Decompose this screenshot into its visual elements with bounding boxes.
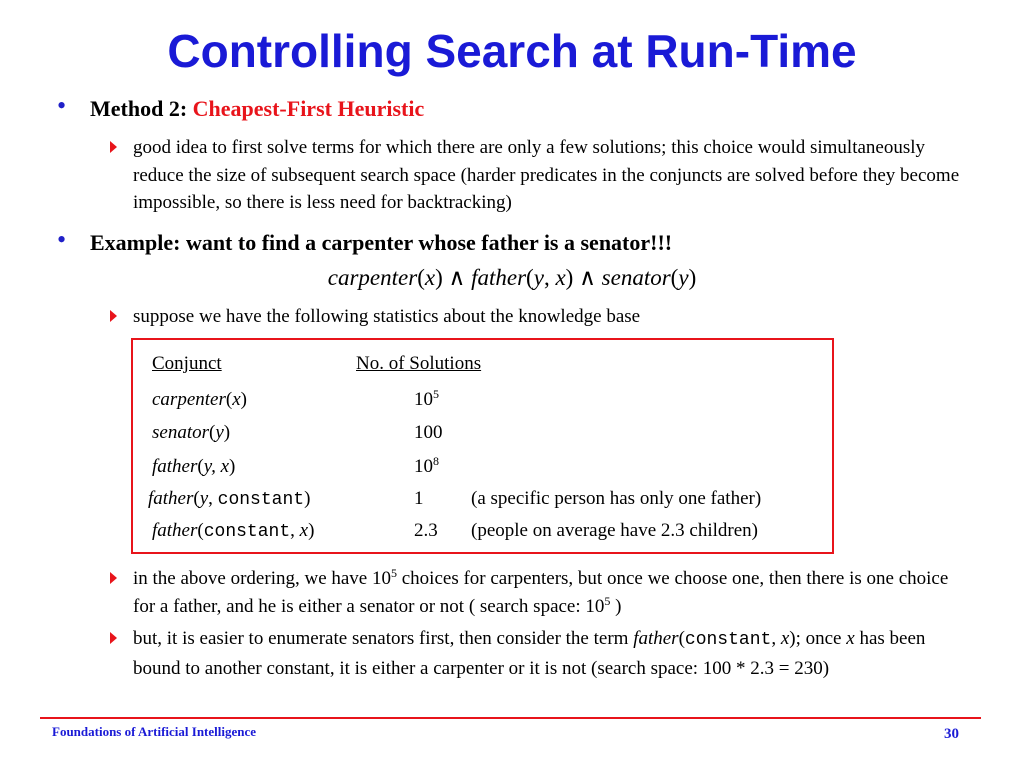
- table-row-note: (a specific person has only one father): [471, 488, 762, 509]
- table-row-value: $10^8$: [414, 454, 439, 477]
- table-row-conjunct: father(y, x): [152, 456, 236, 477]
- better-ordering-explanation: but, it is easier to enumerate senators first, then consider the term father(constant, x); once x has been bound to another constant, it is either a carpenter or it is not (search space: 100 * 2.3 = 230): [133, 628, 926, 679]
- method-description: good idea to first solve terms for which there are only a few solutions; this choice would simultaneously reduce the size of subsequent search space (harder predicates in the conjuncts are solved before they become impossible, so there is less need for backtracking): [133, 137, 960, 213]
- method-name: Cheapest-First Heuristic: [192, 96, 425, 121]
- method-label: Method 2:: [90, 96, 188, 121]
- slide-title: Controlling Search at Run-Time: [167, 25, 857, 77]
- footer-divider: [40, 717, 981, 719]
- bullet-method2: [90, 96, 424, 122]
- table-row-value: $10^5$: [414, 387, 439, 410]
- footer-course-title: Foundations of Artificial Intelligence: [52, 724, 257, 739]
- page-number: 30: [944, 726, 959, 742]
- sub-bullet-arrow-icon: [110, 141, 117, 153]
- sub-bullet-arrow-icon: [110, 572, 117, 584]
- example-formula: carpenter(x) ∧ father(y, x) ∧ senator(y): [327, 265, 697, 290]
- table-row-conjunct: father(y, constant): [148, 488, 311, 510]
- table-row-conjunct: father(constant, x): [152, 520, 315, 542]
- bullet-dot-icon: •: [57, 91, 67, 120]
- statistics-table: [131, 338, 834, 554]
- example-heading: Example: want to find a carpenter whose father is a senator!!!: [90, 230, 673, 255]
- sub-bullet-arrow-icon: [110, 632, 117, 644]
- table-row-value: 1: [414, 488, 424, 509]
- bullet-dot-icon: •: [57, 225, 67, 254]
- table-row-value: 100: [414, 422, 443, 443]
- header-solutions: No. of Solutions: [356, 353, 482, 374]
- table-row-conjunct: senator(y): [152, 422, 231, 443]
- ordering-explanation: in the above ordering, we have $10^5$ choices for carpenters, but once we choose one, then there is one choice for a father, and he is either a senator or not ( search space: $10^5$ ): [133, 566, 949, 617]
- header-conjunct: Conjunct: [152, 353, 222, 374]
- table-row-note: (people on average have 2.3 children): [471, 520, 758, 541]
- stats-intro: suppose we have the following statistics about the knowledge base: [133, 306, 641, 327]
- table-row-conjunct: carpenter(x): [152, 389, 247, 410]
- sub-bullet-arrow-icon: [110, 310, 117, 322]
- table-row-value: 2.3: [414, 520, 438, 541]
